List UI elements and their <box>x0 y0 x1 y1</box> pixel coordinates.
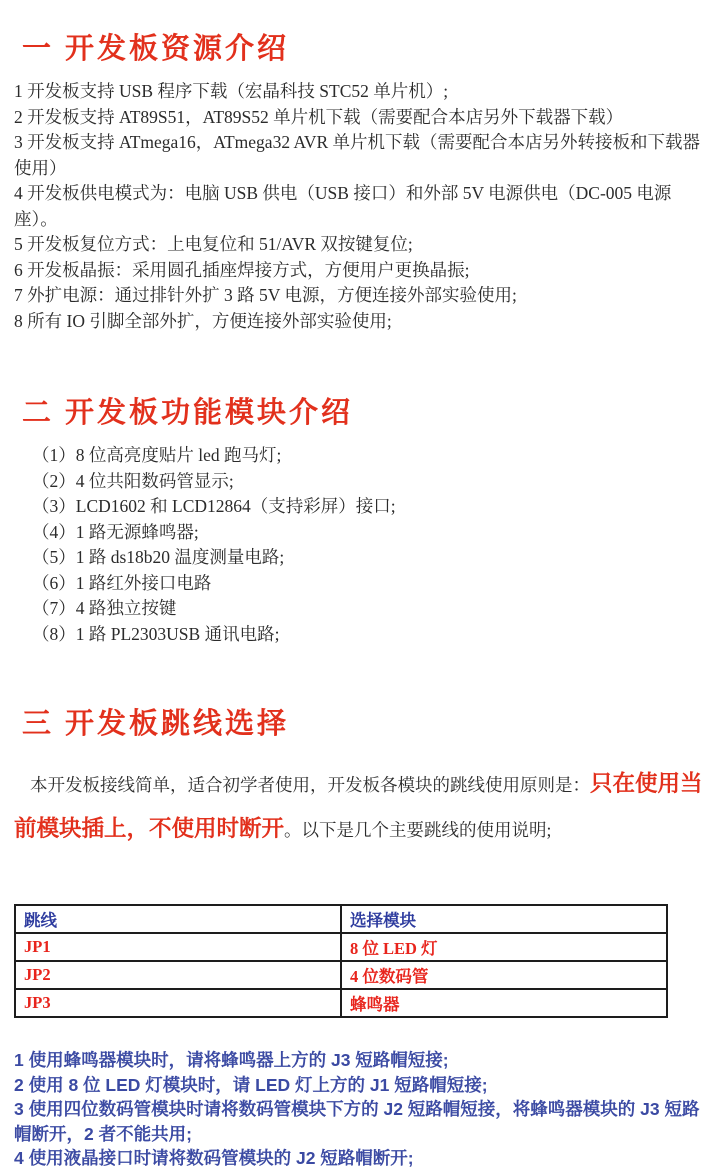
section-2-item: （3）LCD1602 和 LCD12864（支持彩屏）接口; <box>32 496 396 516</box>
section-2-item: （4）1 路无源蜂鸣器; <box>32 521 199 542</box>
table-cell-jumper: JP3 <box>15 989 341 1017</box>
section-2-item: （8）1 路 PL2303USB 通讯电路; <box>32 623 280 644</box>
section-1-item: 8 所有 IO 引脚全部外扩，方便连接外部实验使用; <box>14 310 392 331</box>
table-header-module: 选择模块 <box>341 905 667 933</box>
table-header-row <box>15 905 667 933</box>
section-1-item: 4 开发板供电模式为：电脑 USB 供电（USB 接口）和外部 5V 电源供电（DC-005 电源座）。 <box>14 183 672 229</box>
section-1-item: 2 开发板支持 AT89S51，AT89S52 单片机下载（需要配合本店另外下载器下载） <box>14 106 624 127</box>
section-2-heading: 二 开发板功能模块介绍 <box>22 397 354 429</box>
jumper-intro-highlight: 只在使用当前模块插上，不使用时断开 <box>14 771 703 841</box>
table-cell-jumper: JP1 <box>15 933 341 961</box>
jumper-usage-notes <box>14 1048 712 1171</box>
usage-note: 4 使用液晶接口时请将数码管模块的 J2 短路帽断开; <box>14 1148 414 1168</box>
table-cell-jumper: JP2 <box>15 961 341 989</box>
usage-note: 2 使用 8 位 LED 灯模块时，请 LED 灯上方的 J1 短路帽短接; <box>14 1074 488 1095</box>
table-header-jumper: 跳线 <box>15 905 341 933</box>
section-1-item-list <box>14 79 712 334</box>
usage-note: 1 使用蜂鸣器模块时，请将蜂鸣器上方的 J3 短路帽短接; <box>14 1050 449 1070</box>
section-1-item: 6 开发板晶振：采用圆孔插座焊接方式，方便用户更换晶振; <box>14 259 470 280</box>
section-1-item: 7 外扩电源：通过排针外扩 3 路 5V 电源，方便连接外部实验使用; <box>14 285 517 305</box>
jumper-intro-paragraph <box>14 762 712 852</box>
jumper-intro-suffix: 。以下是几个主要跳线的使用说明; <box>284 820 552 840</box>
table-cell-module: 4 位数码管 <box>341 961 667 989</box>
table-row <box>15 989 667 1017</box>
section-2-item: （5）1 路 ds18b20 温度测量电路; <box>32 547 285 567</box>
section-1-item: 5 开发板复位方式：上电复位和 51/AVR 双按键复位; <box>14 234 413 254</box>
section-1-heading: 一 开发板资源介绍 <box>22 33 290 65</box>
section-2-item: （2）4 位共阳数码管显示; <box>32 470 234 491</box>
section-2-item: （7）4 路独立按键 <box>32 598 177 618</box>
table-row <box>15 933 667 961</box>
section-2-item-list <box>14 443 712 647</box>
jumper-intro-prefix: 本开发板接线简单，适合初学者使用，开发板各模块的跳线使用原则是： <box>30 775 590 795</box>
jumper-table-head <box>15 905 667 933</box>
section-1-item: 3 开发板支持 ATmega16，ATmega32 AVR 单片机下载（需要配合本店另外转接板和下载器使用） <box>14 132 701 178</box>
section-3-heading: 三 开发板跳线选择 <box>22 708 290 740</box>
usage-note: 3 使用四位数码管模块时请将数码管模块下方的 J2 短路帽短接，将蜂鸣器模块的 J3 短路帽断开，2 者不能共用; <box>14 1099 700 1144</box>
section-2-item: （6）1 路红外接口电路 <box>32 572 212 593</box>
section-2-item: （1）8 位高亮度贴片 led 跑马灯; <box>32 445 282 465</box>
jumper-table-body <box>15 933 667 1017</box>
jumper-table <box>14 904 668 1018</box>
table-cell-module: 8 位 LED 灯 <box>341 933 667 961</box>
table-cell-module: 蜂鸣器 <box>341 989 667 1017</box>
section-1-item: 1 开发板支持 USB 程序下载（宏晶科技 STC52 单片机）; <box>14 81 449 101</box>
table-row <box>15 961 667 989</box>
